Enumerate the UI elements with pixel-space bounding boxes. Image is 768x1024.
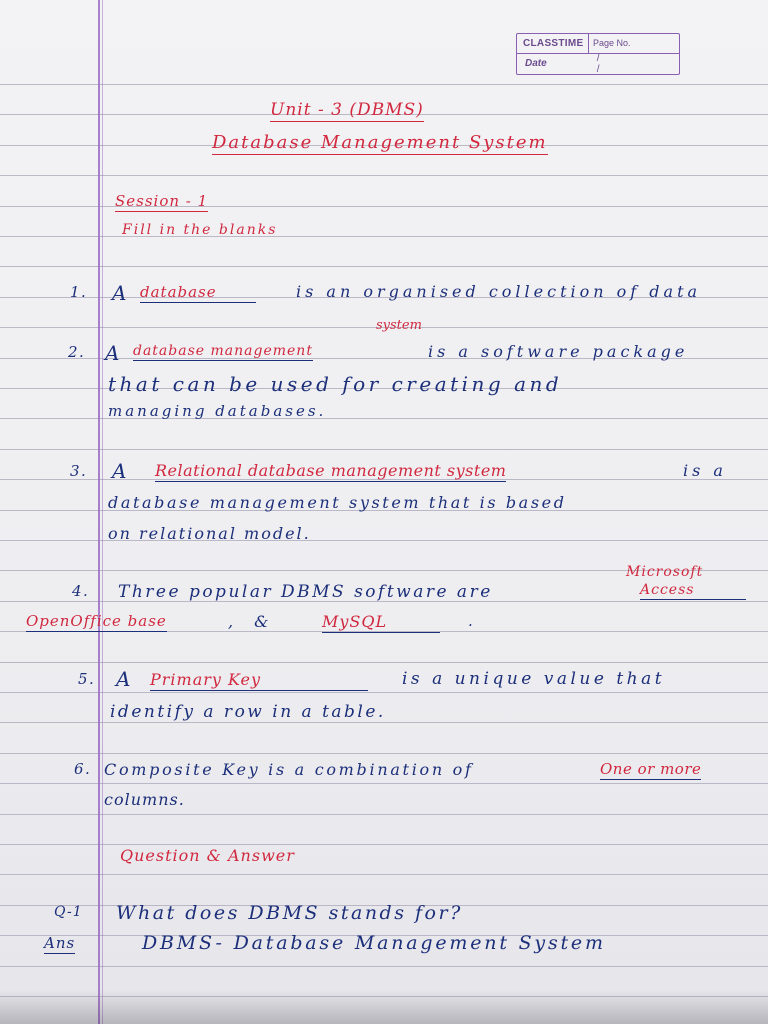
blank-answer: Relational database management system <box>155 461 507 480</box>
item-number: 3. <box>70 462 88 480</box>
page-subtitle: Database Management System <box>212 132 548 153</box>
item-text: is an organised collection of data <box>296 282 702 301</box>
unit-title: Unit - 3 (DBMS) <box>270 100 424 120</box>
session-label: Session - 1 <box>115 192 209 210</box>
margin-line-inner <box>102 0 103 1024</box>
rule-line <box>0 966 768 967</box>
page-header-box <box>516 33 680 75</box>
blank-answer: database <box>140 283 256 303</box>
blank-answer: Primary Key <box>150 670 368 691</box>
inserted-word: system <box>376 318 422 333</box>
item-prefix: A <box>112 281 128 305</box>
rule-line <box>0 722 768 723</box>
blank-answer-top: Microsoft <box>626 564 704 580</box>
rule-line <box>0 753 768 754</box>
answer-text: DBMS- Database Management System <box>142 932 606 954</box>
item-separator: , & <box>228 612 277 631</box>
question-text: What does DBMS stands for? <box>116 902 463 924</box>
rule-line <box>0 844 768 845</box>
item-prefix: A <box>105 341 121 365</box>
item-text: managing databases. <box>108 402 327 420</box>
blank-answer: MySQL <box>322 612 440 633</box>
item-text: Three popular DBMS software are <box>118 582 493 602</box>
brand-label: CLASSTIME <box>517 34 589 53</box>
item-number: 6. <box>74 760 92 778</box>
item-text: on relational model. <box>108 524 311 543</box>
blank-answer: OpenOffice base <box>26 612 167 630</box>
item-text: columns. <box>104 790 185 809</box>
item-text: database management system that is based <box>108 493 567 512</box>
rule-line <box>0 236 768 237</box>
item-number: 1. <box>70 283 88 301</box>
item-prefix: A <box>112 459 128 483</box>
rule-line <box>0 449 768 450</box>
question-label: Q-1 <box>54 904 83 920</box>
item-text: is a <box>683 461 727 480</box>
page-no-label: Page No. <box>593 38 631 48</box>
rule-line <box>0 175 768 176</box>
rule-line <box>0 874 768 875</box>
rule-line <box>0 783 768 784</box>
item-text: Composite Key is a combination of <box>104 760 474 779</box>
rule-line <box>0 266 768 267</box>
qa-heading: Question & Answer <box>120 846 295 865</box>
rule-line <box>0 814 768 815</box>
blank-answer: database management <box>133 343 313 359</box>
margin-line <box>98 0 100 1024</box>
session-instruction: Fill in the blanks <box>122 222 278 238</box>
item-text: is a unique value that <box>402 669 666 689</box>
rule-line <box>0 662 768 663</box>
item-end: . <box>468 612 474 630</box>
date-slashes: / / <box>596 52 634 75</box>
blank-answer: Access <box>640 582 746 600</box>
item-number: 5. <box>78 670 96 688</box>
rule-line <box>0 692 768 693</box>
item-text: that can be used for creating and <box>108 372 563 396</box>
bottom-shadow <box>0 990 768 1024</box>
item-text: is a software package <box>428 342 689 361</box>
blank-answer: One or more <box>600 760 702 778</box>
rule-line <box>0 84 768 85</box>
item-number: 2. <box>68 343 86 361</box>
item-prefix: A <box>116 667 132 691</box>
answer-label: Ans <box>44 934 76 952</box>
item-text: identify a row in a table. <box>110 702 386 722</box>
item-number: 4. <box>72 582 90 600</box>
date-label: Date <box>525 58 547 69</box>
